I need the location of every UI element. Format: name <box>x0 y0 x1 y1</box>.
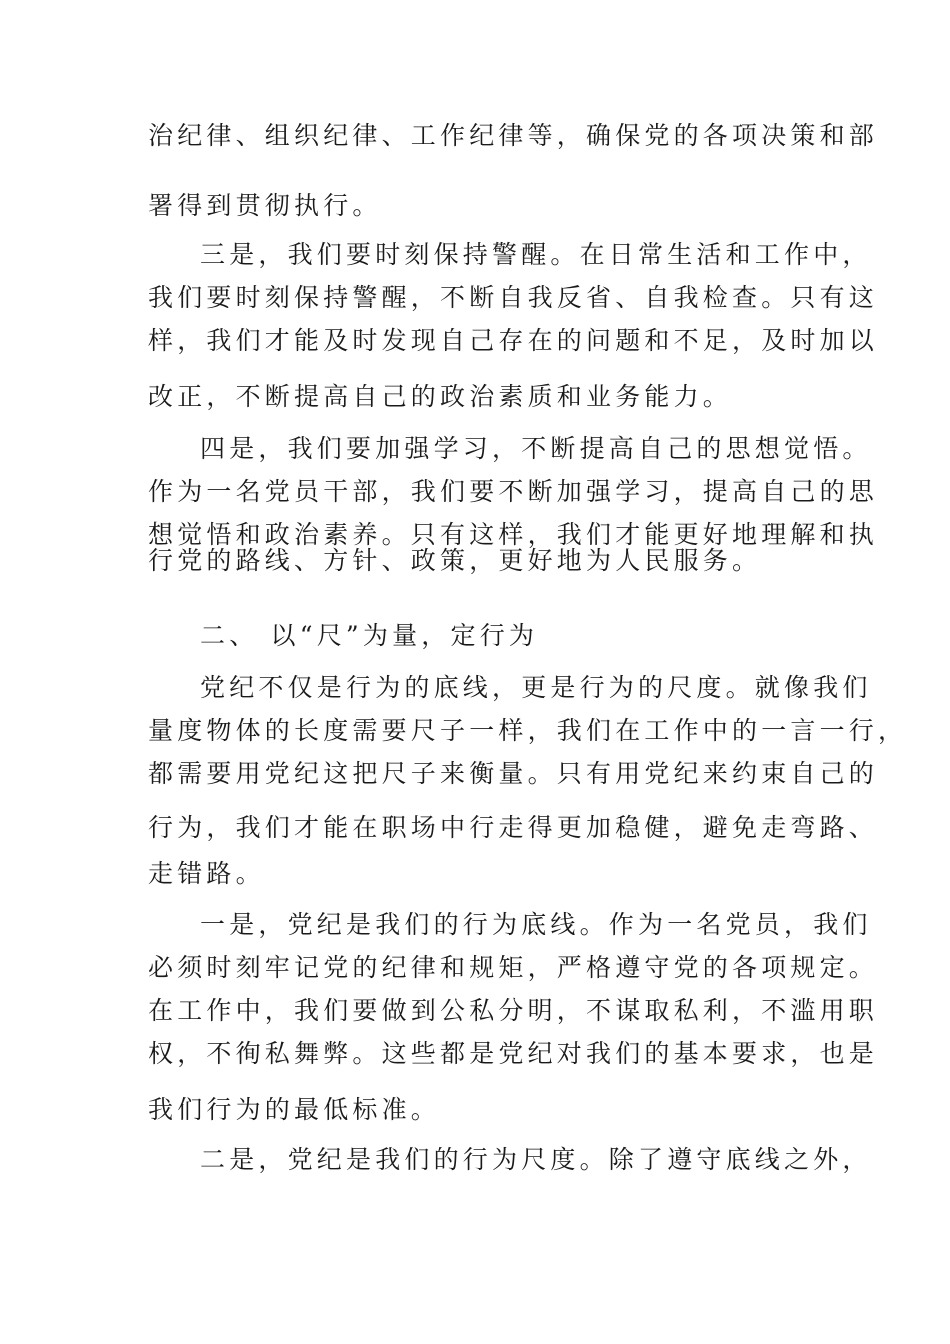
text-line: 在工作中，我们要做到公私分明，不谋取私利，不滥用职 <box>148 996 879 1025</box>
text-line: 三是，我们要时刻保持警醒。在日常生活和工作中， <box>200 240 872 269</box>
text-line: 党纪不仅是行为的底线，更是行为的尺度。就像我们 <box>200 673 872 702</box>
text-line: 行党的路线、方针、政策，更好地为人民服务。 <box>148 546 762 575</box>
text-line: 一是，党纪是我们的行为底线。作为一名党员，我们 <box>200 910 872 939</box>
text-line: 治纪律、组织纪律、工作纪律等，确保党的各项决策和部 <box>148 121 879 150</box>
text-line: 样，我们才能及时发现自己存在的问题和不足，及时加以 <box>148 326 879 355</box>
text-line: 权，不徇私舞弊。这些都是党纪对我们的基本要求，也是 <box>148 1039 879 1068</box>
text-line: 量度物体的长度需要尺子一样，我们在工作中的一言一行， <box>148 716 908 745</box>
text-line: 走错路。 <box>148 859 265 888</box>
text-line: 四是，我们要加强学习，不断提高自己的思想觉悟。 <box>200 434 872 463</box>
text-line: 署得到贯彻执行。 <box>148 191 382 220</box>
text-line: 我们要时刻保持警醒，不断自我反省、自我检查。只有这 <box>148 283 879 312</box>
text-line: 必须时刻牢记党的纪律和规矩，严格遵守党的各项规定。 <box>148 953 879 982</box>
text-line: 改正，不断提高自己的政治素质和业务能力。 <box>148 382 733 411</box>
text-line: 我们行为的最低标准。 <box>148 1095 441 1124</box>
text-line: 行为，我们才能在职场中行走得更加稳健，避免走弯路、 <box>148 813 879 842</box>
text-line: 都需要用党纪这把尺子来衡量。只有用党纪来约束自己的 <box>148 759 879 788</box>
section-heading: 二、 以“尺”为量，定行为 <box>200 621 539 650</box>
text-line: 作为一名党员干部，我们要不断加强学习，提高自己的思 <box>148 477 879 506</box>
text-line: 二是，党纪是我们的行为尺度。除了遵守底线之外， <box>200 1145 872 1174</box>
text-line: 想觉悟和政治素养。只有这样，我们才能更好地理解和执 <box>148 520 879 549</box>
